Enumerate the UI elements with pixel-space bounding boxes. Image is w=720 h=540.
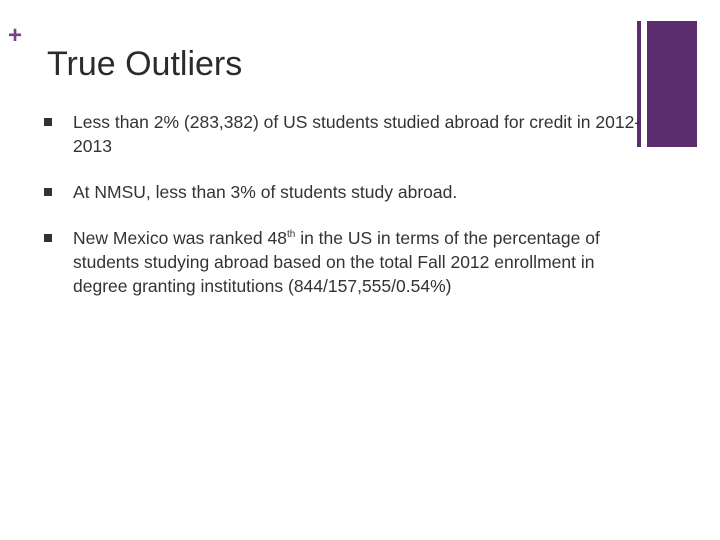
bullet-text: At NMSU, less than 3% of students study abroad. <box>73 182 458 202</box>
bullet-item <box>44 110 644 158</box>
bullet-text-start: New Mexico was ranked 48 <box>73 228 287 248</box>
square-bullet-icon <box>44 188 52 196</box>
bullet-item <box>44 180 644 204</box>
bullet-superscript: th <box>286 229 296 241</box>
bullet-item <box>44 226 644 298</box>
bullet-list <box>44 110 644 320</box>
slide-title: True Outliers <box>47 45 243 83</box>
accent-bar-block <box>647 21 697 147</box>
bullet-text-end: in the US in terms of the percentage of students studying abroad based on the total Fall 2012 enrollment in degree granting institutions (844/157,555/0.54%) <box>73 228 600 296</box>
square-bullet-icon <box>44 118 52 126</box>
plus-icon: + <box>8 22 23 49</box>
bullet-text: Less than 2% (283,382) of US students studied abroad for credit in 2012-2013 <box>73 112 641 156</box>
square-bullet-icon <box>44 234 52 242</box>
